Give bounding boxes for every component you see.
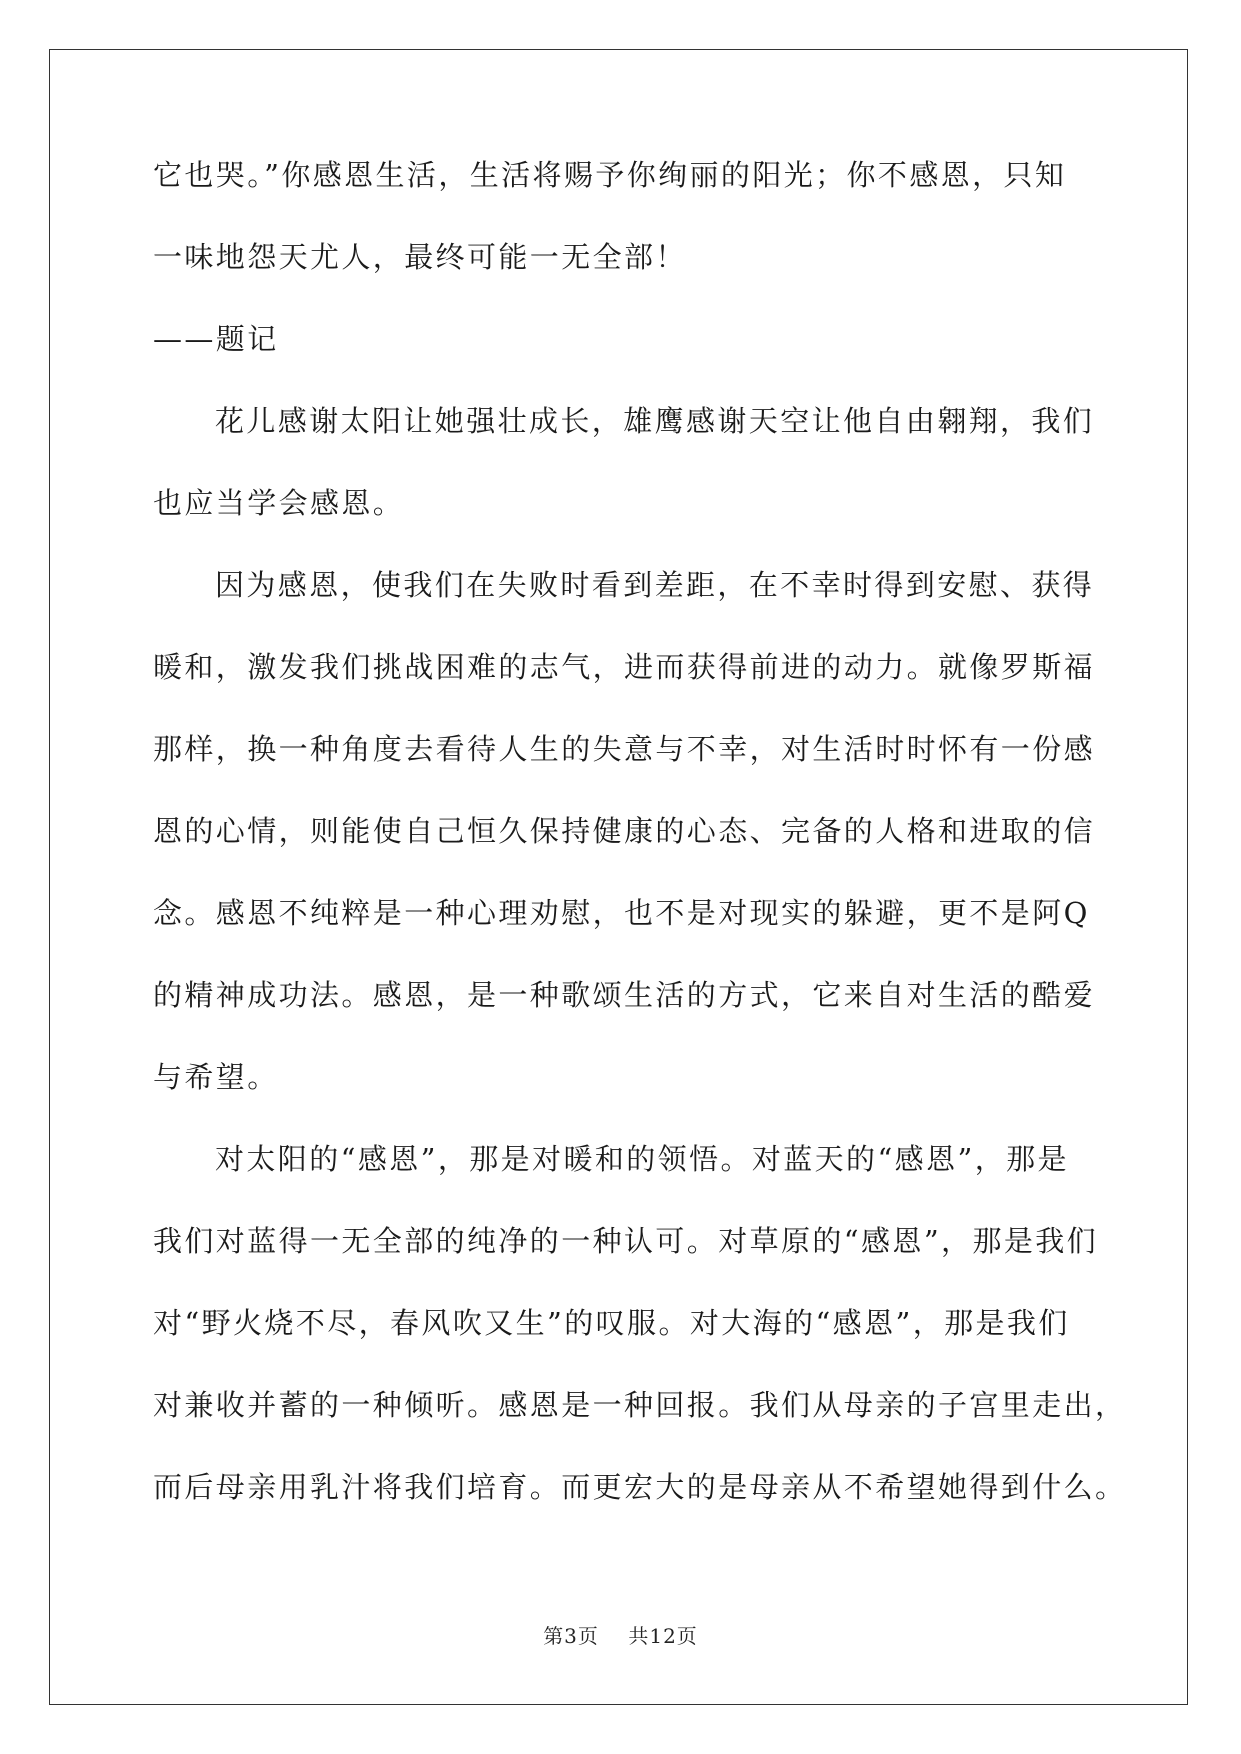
text-line: 一味地怨天尤人，最终可能一无全部！ <box>153 240 687 274</box>
page-total: 共12页 <box>628 1624 698 1648</box>
text-line: ——题记 <box>153 322 279 356</box>
text-line: 的精神成功法。感恩，是一种歌颂生活的方式，它来自对生活的酷爱 <box>153 978 1096 1012</box>
text-line: 它也哭。”你感恩生活，生活将赐予你绚丽的阳光；你不感恩，只知 <box>153 158 1067 192</box>
body-text <box>153 158 1127 1554</box>
page-footer <box>0 1620 1241 1649</box>
text-line: 也应当学会感恩。 <box>153 486 405 520</box>
text-line: 而后母亲用乳汁将我们培育。而更宏大的是母亲从不希望她得到什么。 <box>153 1470 1127 1504</box>
text-line: 暖和，激发我们挑战困难的志气，进而获得前进的动力。就像罗斯福 <box>153 650 1096 684</box>
text-line: 那样，换一种角度去看待人生的失意与不幸，对生活时时怀有一份感 <box>153 732 1096 766</box>
text-line: 对“野火烧不尽，春风吹又生”的叹服。对大海的“感恩”，那是我们 <box>153 1306 1070 1340</box>
text-line: 念。感恩不纯粹是一种心理劝慰，也不是对现实的躲避，更不是阿Q <box>153 896 1090 930</box>
text-line: 对兼收并蓄的一种倾听。感恩是一种回报。我们从母亲的子宫里走出， <box>153 1388 1127 1422</box>
text-line: 花儿感谢太阳让她强壮成长，雄鹰感谢天空让他自由翱翔，我们 <box>215 404 1095 438</box>
text-line: 恩的心情，则能使自己恒久保持健康的心态、完备的人格和进取的信 <box>153 814 1096 848</box>
text-line: 因为感恩，使我们在失败时看到差距，在不幸时得到安慰、获得 <box>215 568 1095 602</box>
text-line: 我们对蓝得一无全部的纯净的一种认可。对草原的“感恩”，那是我们 <box>153 1224 1099 1258</box>
text-line: 对太阳的“感恩”，那是对暖和的领悟。对蓝天的“感恩”，那是 <box>215 1142 1069 1176</box>
page-number: 第3页 <box>543 1624 599 1648</box>
text-line: 与希望。 <box>153 1060 279 1094</box>
